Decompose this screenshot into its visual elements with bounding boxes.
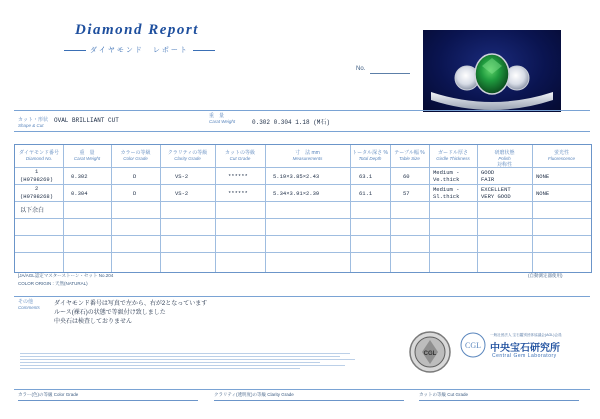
grading-table [14, 144, 592, 273]
header-table-size [390, 149, 429, 161]
lab-affiliation: 一般社団法人 宝石鑑別団体協議会(AGL)会員 [490, 333, 562, 337]
header-color [111, 149, 160, 161]
row2-cut: ****** [228, 190, 248, 197]
row-rule-2 [15, 201, 591, 202]
header-diamond-no-en: Diamond No. [25, 156, 53, 161]
header-measurements-en: Measurements [292, 156, 323, 161]
row2-weight: 0.304 [71, 190, 88, 197]
row1-num: 1 [35, 168, 39, 175]
color-scale-label: カラー(色)の等級 Color Grade [18, 392, 79, 397]
row-rule-4 [15, 235, 591, 236]
header-table-size-jp: テーブル幅 % [394, 150, 425, 156]
row-rule-5 [15, 252, 591, 253]
cut-scale-label: カットの等級 Cut Grade [419, 392, 468, 397]
grading-scales [14, 389, 590, 414]
clarity-scale-label: クラリティ(透明度)の等級 Clarity Grade [214, 392, 294, 397]
fine-print-line-1 [20, 353, 350, 354]
row1-id: (H9798269) [20, 176, 54, 183]
col-rule-8 [429, 145, 430, 272]
color-origin: COLOR ORIGIN : 天然(NATURAL) [18, 281, 88, 286]
row2-fluorescence: NONE [536, 190, 550, 197]
header-weight-jp: 重 量 [79, 150, 95, 156]
row2-girdle-b: Sl.thick [433, 193, 460, 200]
cut-scale-bar [419, 400, 579, 411]
header-measurements-jp: 寸 法 mm [295, 150, 320, 156]
lab-name-en: Central Gem Laboratory [492, 353, 557, 359]
comments-text [54, 300, 207, 327]
row2-polish: EXCELLENT [481, 186, 511, 193]
header-diamond-no-jp: ダイヤモンド番号 [19, 150, 59, 156]
embossed-seal [408, 330, 452, 374]
row2-id: (H9798268) [20, 193, 54, 200]
ring-illustration [423, 30, 561, 112]
header-color-jp: カラーの等級 [120, 150, 151, 156]
clarity-scale-bar [214, 400, 404, 411]
header-clarity [160, 149, 215, 161]
header-clarity-en: Clarity Grade [174, 156, 201, 161]
header-cut [215, 149, 265, 161]
header-fluorescence-en: Fluorescence [547, 156, 575, 161]
header-girdle-en: Girdle Thickness [436, 156, 470, 161]
header-diamond-no [15, 149, 63, 161]
header-depth-jp: トータル深さ % [352, 150, 388, 156]
row1-depth: 63.1 [359, 173, 373, 180]
master-stone-set: [JA/AGL認定マスターストーン・セット No.204 [18, 273, 114, 278]
row1-symmetry: FAIR [481, 176, 495, 183]
row2-girdle-a: Medium - [433, 186, 460, 193]
fine-print-line-2 [20, 356, 340, 357]
header-weight-en: Carat Weight [73, 156, 101, 161]
header-cut-jp: カットの等級 [225, 150, 255, 156]
comments-label-jp: その他 [18, 299, 34, 305]
subtitle-rule-right [193, 50, 215, 51]
seal-text: CGL [423, 351, 437, 357]
col-rule-2 [111, 145, 112, 272]
col-rule-5 [265, 145, 266, 272]
row1-girdle-a: Medium - [433, 169, 460, 176]
header-depth-en: Total Depth [358, 156, 382, 161]
fine-print-notes [20, 353, 370, 371]
shape-value: OVAL BRILLIANT CUT [54, 117, 119, 124]
row2-color: D [133, 190, 137, 197]
row2-table: 57 [403, 190, 410, 197]
col-rule-7 [390, 145, 391, 272]
header-fluorescence [532, 149, 591, 161]
header-clarity-jp: クラリティの等級 [167, 150, 208, 156]
row1-fluorescence: NONE [536, 173, 550, 180]
comment-line-3: 中央石は検査しておりません [54, 319, 133, 325]
row-rule-1 [15, 184, 591, 185]
fine-print-line-4 [20, 362, 320, 363]
lab-name-jp: 中央宝石研究所 [490, 343, 560, 354]
comment-line-2: ルース(裸石)の状態で等級付け致しました [54, 310, 166, 316]
lab-logo [460, 332, 486, 358]
col-rule-1 [63, 145, 64, 272]
weight-value: 0.302 0.304 1.18 (M石) [252, 119, 331, 126]
header-table-size-en: Table Size [399, 156, 420, 161]
comment-line-1: ダイヤモンド番号は写真で左から、右が2となっています [54, 301, 208, 307]
weight-label-jp: 重 量 [209, 113, 225, 119]
comments-label [18, 298, 40, 310]
row1-table: 60 [403, 173, 410, 180]
row2-measurements: 5.34×3.91×2.39 [273, 190, 320, 197]
row1-girdle-b: Ve.thick [433, 176, 460, 183]
shape-label [18, 116, 48, 128]
auto-measure-note: (自動測定器使用) [528, 273, 563, 278]
row2-symmetry: VERY GOOD [481, 193, 511, 200]
row1-clarity: VS-2 [175, 173, 189, 180]
header-weight [63, 149, 111, 161]
upper-divider [14, 131, 590, 132]
col-rule-4 [215, 145, 216, 272]
comments-label-en: Comments [18, 305, 40, 310]
header-cut-en: Cut Grade [229, 156, 251, 161]
row2-depth: 61.1 [359, 190, 373, 197]
lab-logo-text: CGL [465, 341, 481, 350]
row2-num: 2 [35, 185, 39, 192]
shape-label-en: Shape & Cut [18, 123, 44, 128]
header-girdle [429, 149, 477, 161]
header-color-en: Color Grade [123, 156, 148, 161]
report-subtitle-text: ダイヤモンド レポート [90, 47, 189, 54]
row1-weight: 0.302 [71, 173, 88, 180]
report-subtitle [60, 45, 219, 55]
row1-polish: GOOD [481, 169, 495, 176]
blank-note: 以下余白 [20, 207, 45, 214]
fine-print-line-5 [20, 365, 345, 366]
subtitle-rule-left [64, 50, 86, 51]
row1-color: D [133, 173, 137, 180]
col-rule-10 [532, 145, 533, 272]
header-polish-en: Polish [498, 156, 511, 161]
weight-label-en: Carat Weight [209, 119, 236, 124]
fine-print-line-6 [20, 368, 300, 369]
header-polish-symmetry [477, 149, 532, 168]
row1-measurements: 5.19×3.85×2.43 [273, 173, 320, 180]
header-fluorescence-jp: 蛍光性 [553, 150, 569, 156]
fine-print-line-3 [20, 359, 355, 360]
ring-photo [423, 30, 561, 112]
header-measurements [265, 149, 350, 161]
col-rule-6 [350, 145, 351, 272]
top-divider [14, 110, 590, 111]
weight-label [209, 112, 235, 124]
color-scale-bar [18, 400, 198, 411]
row2-clarity: VS-2 [175, 190, 189, 197]
shape-label-jp: カット・形状 [18, 117, 48, 123]
report-title: Diamond Report [75, 22, 199, 38]
header-girdle-jp: ガードル厚さ [437, 150, 468, 156]
header-symmetry-jp: 対称性 [496, 162, 512, 168]
col-rule-3 [160, 145, 161, 272]
header-depth [350, 149, 390, 161]
row1-cut: ****** [228, 173, 248, 180]
lab-logo-icon [460, 332, 486, 358]
report-number-line [370, 73, 410, 74]
report-number-label: No. [356, 66, 366, 72]
row-rule-3 [15, 218, 591, 219]
header-polish-jp: 研磨状態 [494, 150, 515, 156]
